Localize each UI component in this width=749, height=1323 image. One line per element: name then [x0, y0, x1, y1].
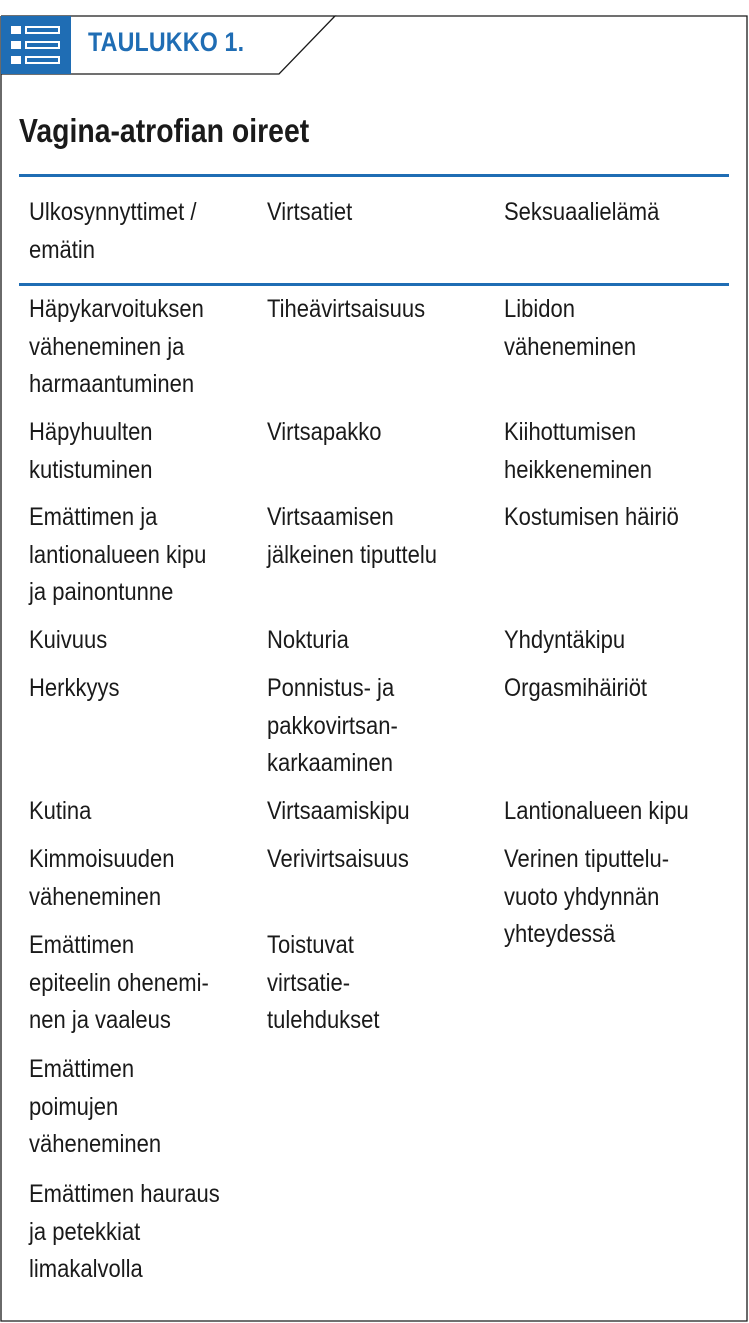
table-badge-label: TAULUKKO 1.: [88, 27, 245, 57]
table-cell: Emättimen ja lantionalueen kipu ja painontunne: [29, 503, 207, 606]
table-cell: Ponnistus- ja pakkovirtsan- karkaaminen: [267, 674, 398, 777]
table-title: Vagina-atrofian oireet: [19, 112, 310, 149]
table-cell: Häpyhuulten kutistuminen: [29, 418, 153, 484]
table-cell: Lantionalueen kipu: [504, 797, 689, 825]
table-cell: Herkkyys: [29, 674, 120, 702]
table-cell: Tiheävirtsaisuus: [267, 295, 426, 323]
table-cell: Häpykarvoituksen väheneminen ja harmaantuminen: [29, 295, 204, 398]
table-cell: Yhdyntäkipu: [504, 626, 626, 654]
table-cell: Kiihottumisen heikkeneminen: [504, 418, 652, 484]
table-cell: Kostumisen häiriö: [504, 503, 679, 531]
column-header-ulkosynnyttimet: Ulkosynnyttimet / emätin: [29, 198, 197, 264]
table-cell: Libidon väheneminen: [504, 295, 637, 361]
table-cell: Kuivuus: [29, 626, 108, 654]
header-top-rule: [19, 174, 729, 177]
table-cell: Toistuvat virtsatie- tulehdukset: [267, 931, 380, 1034]
table-cell: Nokturia: [267, 626, 349, 654]
table-cell: Emättimen epiteelin ohenemi- nen ja vaaleus: [29, 931, 209, 1034]
column-header-seksuaalielama: Seksuaalielämä: [504, 198, 660, 226]
table-cell: Kimmoisuuden väheneminen: [29, 845, 175, 911]
table-cell: Virtsaamisen jälkeinen tiputtelu: [267, 503, 438, 569]
column-header-virtsatiet: Virtsatiet: [267, 198, 353, 226]
table-cell: Verinen tiputtelu- vuoto yhdynnän yhteydessä: [504, 845, 670, 948]
table-cell: Emättimen poimujen väheneminen: [29, 1055, 162, 1158]
header-bottom-rule: [19, 283, 729, 286]
table-cell: Virtsaamiskipu: [267, 797, 410, 825]
table-list-icon: [1, 16, 71, 74]
table-cell: Kutina: [29, 797, 92, 825]
table-cell: Emättimen hauraus ja petekkiat limakalvolla: [29, 1180, 220, 1283]
table-cell: Verivirtsaisuus: [267, 845, 409, 873]
table-cell: Orgasmihäiriöt: [504, 674, 648, 702]
table-cell: Virtsapakko: [267, 418, 382, 446]
